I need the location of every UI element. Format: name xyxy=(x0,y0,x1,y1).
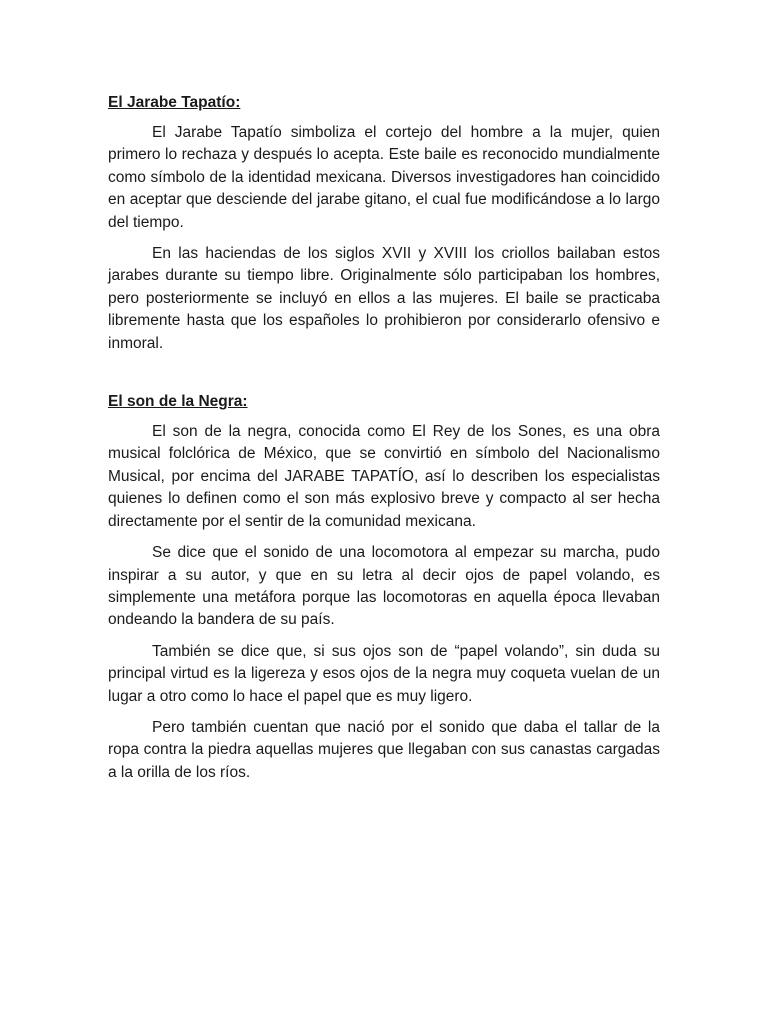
paragraph: También se dice que, si sus ojos son de “papel volando”, sin duda su principal virtud es la ligereza y esos ojos de la negra muy coqueta vuelan de un lugar a otro como lo hace el papel que es muy ligero. xyxy=(108,642,660,705)
section-title: El son de la Negra: xyxy=(108,393,248,411)
section-jarabe-tapatio xyxy=(108,92,660,355)
paragraph: El Jarabe Tapatío simboliza el cortejo del hombre a la mujer, quien primero lo rechaza y después lo acepta. Este baile es reconocido mundialmente como símbolo de la identidad mexicana. Diversos investigadores han coincidido en aceptar que desciende del jarabe gitano, el cual fue modificándose a lo largo del tiempo. xyxy=(108,124,660,231)
section-title: El Jarabe Tapatío: xyxy=(108,94,241,111)
paragraph: El son de la negra, conocida como El Rey de los Sones, es una obra musical folclórica de México, que se convirtió en símbolo del Nacionalismo Musical, por encima del JARABE TAPATÍO, así lo describen los especialistas quienes lo definen como el son más explosivo breve y compacto al ser hecha directamente por el sentir de la comunidad mexicana. xyxy=(108,423,660,530)
paragraph: En las haciendas de los siglos XVII y XVIII los criollos bailaban estos jarabes durante su tiempo libre. Originalmente sólo participaban los hombres, pero posteriormente se incluyó en ellos a las mujeres. El baile se practicaba libremente hasta que los españoles lo prohibieron por considerarlo ofensivo e inmoral. xyxy=(108,245,660,352)
section-son-de-la-negra xyxy=(108,391,660,784)
paragraph: Se dice que el sonido de una locomotora al empezar su marcha, pudo inspirar a su autor, y que en su letra al decir ojos de papel volando, es simplemente una metáfora porque las locomotoras en aquella época llevaban ondeando la bandera de su país. xyxy=(108,544,660,629)
paragraph: Pero también cuentan que nació por el sonido que daba el tallar de la ropa contra la piedra aquellas mujeres que llegaban con sus canastas cargadas a la orilla de los ríos. xyxy=(108,718,660,781)
